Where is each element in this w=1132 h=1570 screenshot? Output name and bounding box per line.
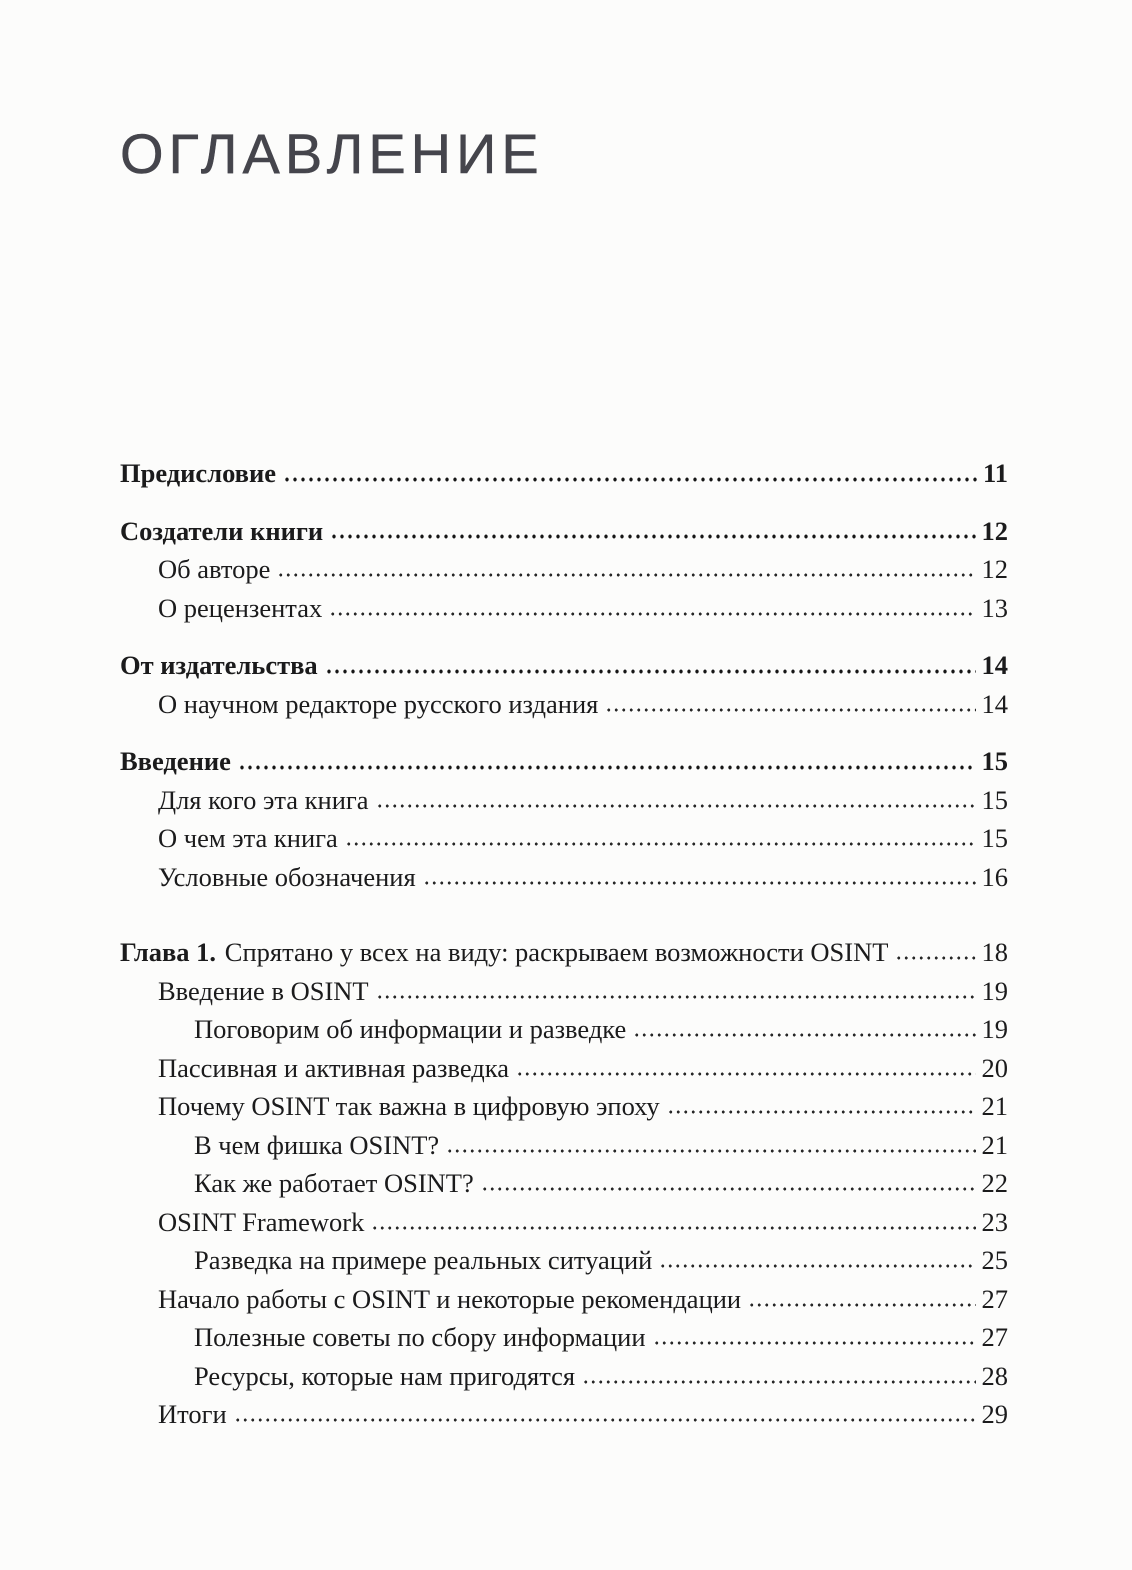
toc-entry	[120, 1395, 1008, 1434]
toc-entry-label: Создатели книги	[120, 515, 324, 546]
toc-entry	[120, 550, 1008, 589]
toc-entry-page-number: 23	[981, 1206, 1008, 1237]
toc-entry-label: Для кого эта книга	[158, 784, 369, 815]
toc-entry-page-number: 15	[981, 823, 1008, 853]
dot-leader	[376, 973, 976, 1000]
toc-entry-label: О рецензентах	[158, 592, 323, 623]
toc-entry	[120, 1203, 1008, 1242]
toc-entry-label: Предисловие	[120, 458, 276, 488]
toc-entry-label: Пассивная и активная разведка	[158, 1052, 509, 1083]
toc-entry-label: Поговорим об информации и разведке	[194, 1014, 627, 1044]
dot-leader	[653, 1320, 976, 1347]
dot-leader	[481, 1166, 976, 1193]
dot-leader	[238, 744, 976, 771]
toc-entry-page-number: 16	[981, 861, 1008, 892]
toc-entry-page-number: 21	[981, 1129, 1008, 1160]
toc-entry-page-number: 25	[981, 1245, 1008, 1275]
toc-entry	[120, 972, 1008, 1011]
toc-entry-label: От издательства	[120, 650, 318, 680]
dot-leader	[446, 1127, 975, 1154]
toc-entry-label: Условные обозначения	[158, 861, 416, 892]
dot-leader	[371, 1204, 975, 1231]
toc-entry-page-number: 12	[981, 554, 1008, 584]
toc-entry	[120, 646, 1008, 685]
toc-entry-label: Почему OSINT так важна в цифровую эпоху	[158, 1091, 660, 1121]
toc-entry	[120, 512, 1008, 551]
dot-leader	[376, 782, 976, 809]
toc-entry	[120, 1126, 1008, 1165]
dot-leader	[325, 648, 976, 675]
toc-entry-label: В чем фишка OSINT?	[194, 1129, 440, 1160]
toc-entry	[120, 1318, 1008, 1357]
toc-entry-label: Введение в OSINT	[158, 975, 369, 1006]
dot-leader	[345, 821, 976, 848]
toc-entry-label: Об авторе	[158, 554, 271, 584]
toc-entry-label: Как же работает OSINT?	[194, 1168, 474, 1198]
toc-entry-page-number: 15	[981, 784, 1008, 815]
toc-entry	[120, 454, 1008, 493]
toc-entry-label: О научном редакторе русского издания	[158, 688, 599, 719]
toc-entry-label: Спрятано у всех на виду: раскрываем возможности OSINT	[224, 937, 889, 967]
dot-leader	[277, 552, 975, 579]
toc-entry-page-number: 20	[981, 1052, 1008, 1083]
toc-entry-page-number: 19	[981, 975, 1008, 1006]
toc-entry-label: О чем эта книга	[158, 823, 338, 853]
dot-leader	[633, 1012, 975, 1039]
toc-entry-page-number: 22	[981, 1168, 1008, 1198]
toc-entry	[120, 1280, 1008, 1319]
toc-entry	[120, 1241, 1008, 1280]
dot-leader	[330, 513, 975, 540]
toc-entry	[120, 1010, 1008, 1049]
toc-entry-page-number: 27	[981, 1283, 1008, 1314]
toc-entry	[120, 1049, 1008, 1088]
toc-entry-page-number: 15	[981, 746, 1008, 776]
dot-leader	[667, 1089, 976, 1116]
toc-entry-page-number: 14	[981, 650, 1008, 680]
dot-leader	[605, 686, 975, 713]
toc-entry-page-number: 27	[981, 1322, 1008, 1352]
toc-entry	[120, 781, 1008, 820]
dot-leader	[423, 859, 976, 886]
toc-entry-page-number: 14	[981, 688, 1008, 719]
dot-leader	[582, 1358, 975, 1385]
dot-leader	[895, 935, 975, 962]
toc-entry-page-number: 13	[981, 592, 1008, 623]
toc-entry-label: Итоги	[158, 1399, 227, 1429]
toc-entry-label: Полезные советы по сбору информации	[194, 1322, 646, 1352]
toc-entry	[120, 858, 1008, 897]
dot-leader	[516, 1050, 976, 1077]
toc-entry	[120, 819, 1008, 858]
toc-entry	[120, 589, 1008, 628]
dot-leader	[234, 1397, 976, 1424]
toc-entry-label: Начало работы с OSINT и некоторые рекомендации	[158, 1283, 742, 1314]
toc-entry-page-number: 21	[981, 1091, 1008, 1121]
toc-entry-page-number: 29	[981, 1399, 1008, 1429]
toc-entry-page-number: 19	[981, 1014, 1008, 1044]
page-title: ОГЛАВЛЕНИЕ	[120, 122, 544, 185]
dot-leader	[329, 590, 975, 617]
toc-entry-page-number: 11	[982, 458, 1008, 488]
toc-entry-label: Разведка на примере реальных ситуаций	[194, 1245, 653, 1275]
toc-entry-page-number: 18	[981, 937, 1008, 967]
toc-entry-page-number: 12	[981, 515, 1008, 546]
dot-leader	[283, 456, 977, 483]
toc-entry	[120, 1087, 1008, 1126]
toc-entry	[120, 933, 1008, 972]
toc-entry-page-number: 28	[981, 1360, 1008, 1391]
toc-entry	[120, 685, 1008, 724]
toc-entry	[120, 1357, 1008, 1396]
toc-entry-label: OSINT Framework	[158, 1206, 365, 1237]
dot-leader	[659, 1243, 975, 1270]
toc-entry	[120, 742, 1008, 781]
dot-leader	[748, 1281, 975, 1308]
toc-list	[120, 454, 1008, 1434]
toc-entry	[120, 1164, 1008, 1203]
toc-entry-prefix: Глава 1.	[120, 937, 217, 967]
toc-entry-label: Введение	[120, 746, 231, 776]
toc-entry-label: Ресурсы, которые нам пригодятся	[194, 1360, 576, 1391]
